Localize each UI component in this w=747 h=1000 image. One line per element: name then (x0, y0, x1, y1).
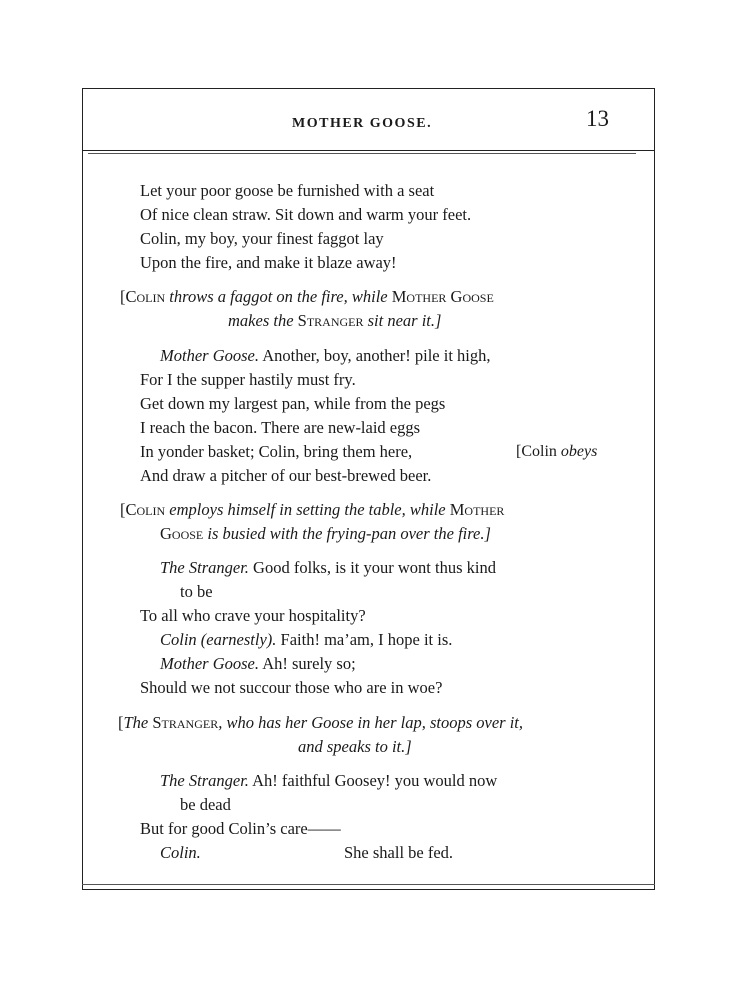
verse-line: Of nice clean straw. Sit down and warm your feet. (140, 205, 472, 224)
verse-line: Upon the fire, and make it blaze away! (140, 253, 397, 272)
speaker-name: Colin (earnestly). (160, 630, 277, 649)
stage-direction: makes the Stranger sit near it.] (228, 311, 442, 330)
verse-line: And draw a pitcher of our best-brewed beer. (140, 466, 432, 485)
speech-line (160, 842, 201, 864)
speaker-name: The Stranger. (160, 558, 249, 577)
speech-line: The Stranger. Good folks, is it your wont thus kind (160, 558, 496, 577)
verse-line: In yonder basket; Colin, bring them here, (140, 442, 413, 461)
verse-line: She shall be fed. (344, 843, 454, 862)
verse-line: Get down my largest pan, while from the pegs (140, 394, 446, 413)
footer-rule (82, 884, 655, 885)
stage-direction-inline: [Colin obeys (516, 443, 598, 460)
stage-direction: [Colin throws a faggot on the fire, while Mother Goose (120, 287, 494, 306)
verse-line: Let your poor goose be furnished with a seat (140, 181, 435, 200)
verse-line: be dead (180, 795, 231, 814)
page-number: 13 (586, 106, 609, 131)
running-title: MOTHER GOOSE. (292, 116, 433, 131)
header-rule-inner (88, 153, 636, 154)
verse-line: Colin, my boy, your finest faggot lay (140, 229, 384, 248)
speech-line: The Stranger. Ah! faithful Goosey! you would now (160, 771, 498, 790)
speaker-name: The Stranger. (160, 771, 249, 790)
speaker-name: Colin. (160, 843, 201, 862)
verse-line: to be (180, 582, 213, 601)
verse-line: But for good Colin’s care—— (140, 819, 341, 838)
stage-direction: and speaks to it.] (298, 737, 412, 756)
speech-line: Colin (earnestly). Faith! ma’am, I hope it is. (160, 630, 453, 649)
speaker-name: Mother Goose. (160, 654, 259, 673)
stage-direction: [Colin employs himself in setting the table, while Mother (120, 500, 505, 519)
speech-line: Mother Goose. Ah! surely so; (160, 654, 356, 673)
header-rule (82, 150, 655, 151)
verse-line: I reach the bacon. There are new-laid eggs (140, 418, 421, 437)
stage-direction: [The Stranger, who has her Goose in her lap, stoops over it, (118, 713, 524, 732)
speaker-name: Mother Goose. (160, 346, 259, 365)
verse-line: For I the supper hastily must fry. (140, 370, 356, 389)
verse-line: Should we not succour those who are in woe? (140, 678, 443, 697)
verse-line: To all who crave your hospitality? (140, 606, 366, 625)
speech-line: Mother Goose. Another, boy, another! pile it high, (160, 346, 491, 365)
stage-direction: Goose is busied with the frying-pan over the fire.] (160, 524, 491, 543)
